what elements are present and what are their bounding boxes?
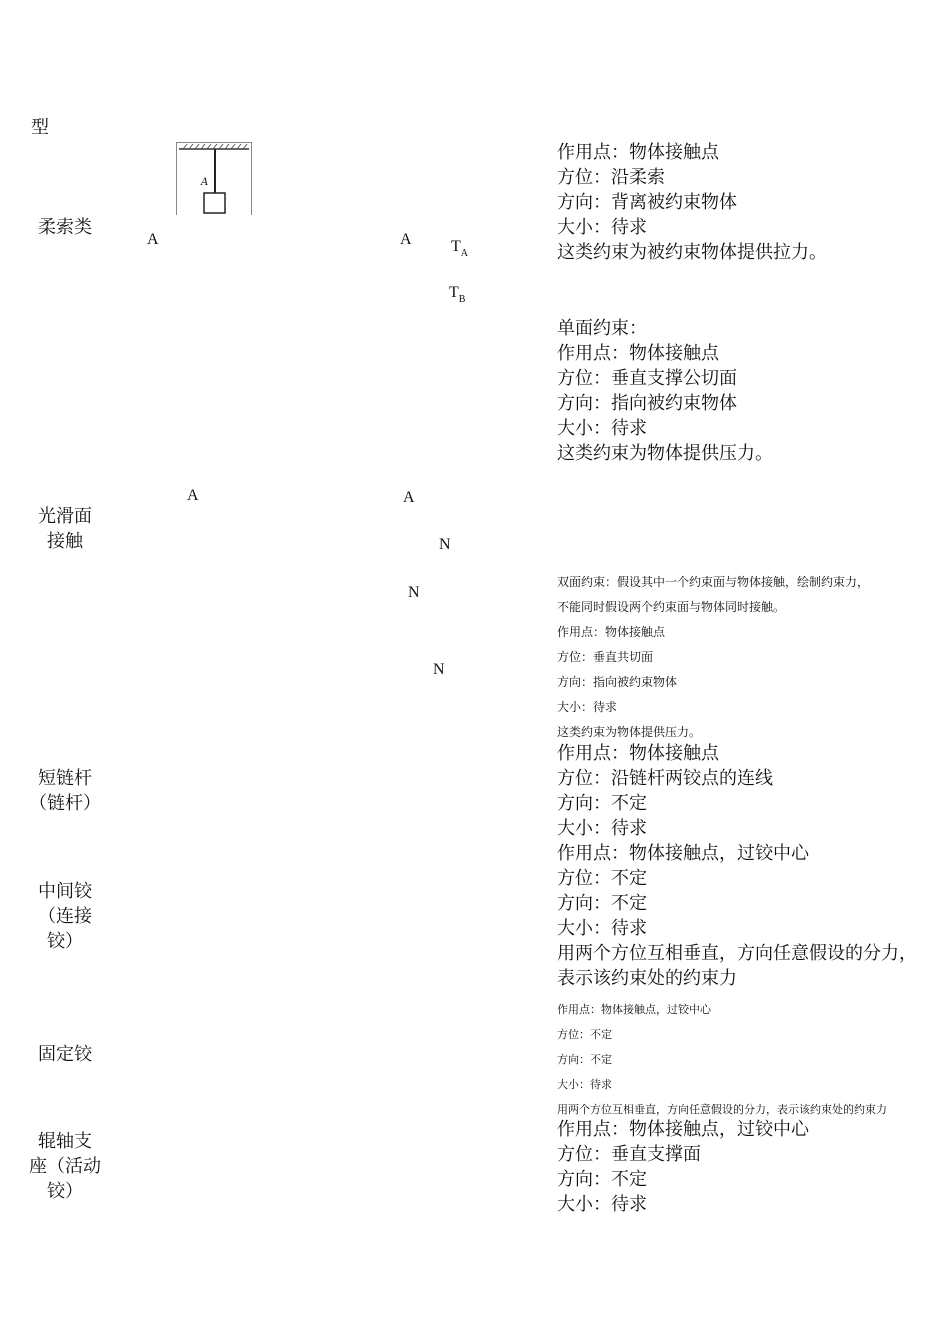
cable-figure-mark: A [201, 177, 209, 188]
type-header: 型 [31, 117, 49, 138]
row-label-roller: 辊轴支 座（活动 铰） [29, 1131, 101, 1202]
fixed-hinge-description: 作用点：物体接触点，过铰中心 方位：不定 方向：不定 大小：待求 用两个方位互相垂直，方向任意假设的分力，表示该约束处的约束力 [557, 1003, 887, 1116]
cable-point-a-right: A [400, 231, 412, 248]
cable-description: 作用点：物体接触点 方位：沿柔索 方向：背离被约束物体 大小：待求 这类约束为被约束物体提供拉力。 [557, 142, 827, 263]
row-label-cable: 柔索类 [38, 217, 92, 238]
smooth-point-a: A [187, 487, 199, 504]
roller-description: 作用点：物体接触点，过铰中心 方位：垂直支撑面 方向：不定 大小：待求 [557, 1119, 809, 1215]
cable-point-a: A [147, 231, 159, 248]
tension-tb-label: $T_B$ [449, 284, 466, 305]
row-label-middle-hinge: 中间铰 （连接 铰） [38, 881, 92, 952]
row-label-fixed-hinge: 固定铰 [38, 1044, 92, 1065]
smooth-double-description: 双面约束：假设其中一个约束面与物体接触，绘制约束力， 不能同时假设两个约束面与物体同时接触。 作用点：物体接触点 方位：垂直共切面 方向：指向被约束物体 大小：待求 这类约束为物体提供压力。 [557, 575, 870, 739]
middle-hinge-description: 作用点：物体接触点，过铰中心 方位：不定 方向：不定 大小：待求 用两个方位互相垂直，方向任意假设的分力， 表示该约束处的约束力 [557, 843, 917, 989]
tension-ta-label: $T_A$ [451, 238, 469, 259]
cable-figure [176, 142, 252, 215]
row-label-link: 短链杆 （链杆） [29, 768, 101, 814]
smooth-point-a-right: A [403, 489, 415, 506]
normal-force-n1: N [439, 536, 451, 553]
row-label-smooth: 光滑面 接触 [38, 506, 92, 552]
link-description: 作用点：物体接触点 方位：沿链杆两铰点的连线 方向：不定 大小：待求 [557, 743, 773, 839]
hanging-block-diagram [177, 143, 253, 216]
normal-force-n3: N [433, 661, 445, 678]
normal-force-n2: N [408, 584, 420, 601]
smooth-single-description: 单面约束： 作用点：物体接触点 方位：垂直支撑公切面 方向：指向被约束物体 大小：待求 这类约束为物体提供压力。 [557, 318, 773, 464]
